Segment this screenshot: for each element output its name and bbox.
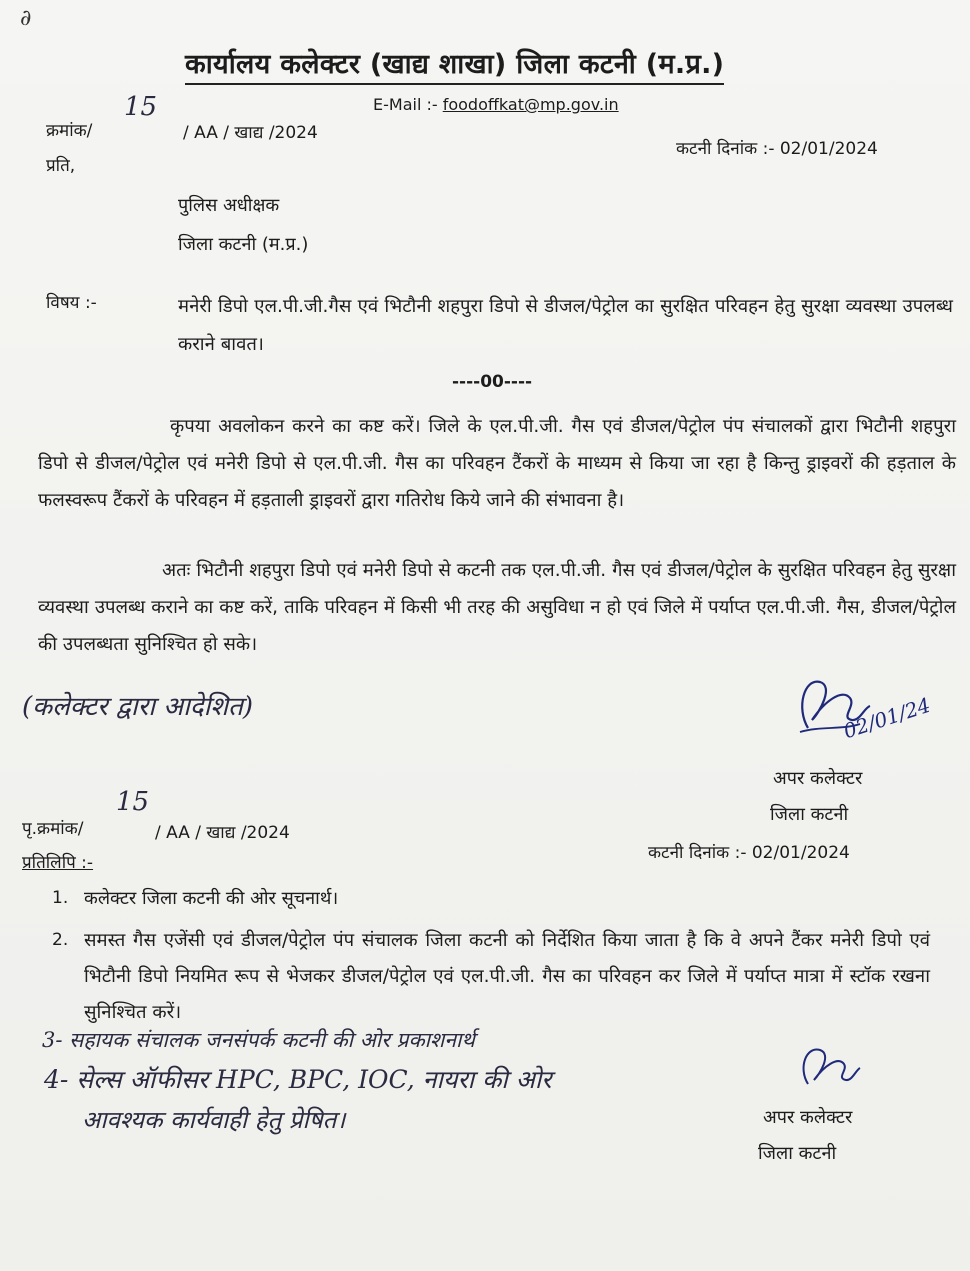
letter-date: कटनी दिनांक :- 02/01/2024 xyxy=(676,139,878,159)
signature-date: 02/01/24 xyxy=(840,692,934,744)
recipient-line-1: पुलिस अधीक्षक xyxy=(178,195,280,216)
email-address: foodoffkat@mp.gov.in xyxy=(442,95,619,114)
copy-kramank-suffix: / AA / खाद्य /2024 xyxy=(155,823,290,843)
handwritten-item-4-line-2: आवश्यक कार्यवाही हेतु प्रेषित। xyxy=(82,1106,346,1134)
copy-item-1-number: 1. xyxy=(52,888,69,908)
signatory-title: अपर कलेक्टर xyxy=(773,768,863,789)
separator: ----00---- xyxy=(452,372,533,392)
email-label: E-Mail :- xyxy=(373,95,443,114)
copy-kramank-label: पृ.क्रमांक/ xyxy=(22,819,84,839)
handwritten-order-note: (कलेक्टर द्वारा आदेशित) xyxy=(22,692,253,722)
handwritten-item-4-line-1: 4- सेल्स ऑफीसर HPC, BPC, IOC, नायरा की ओर xyxy=(44,1065,552,1094)
signature-scribble-2 xyxy=(794,1038,864,1098)
subject-label: विषय :- xyxy=(46,293,97,313)
copy-item-2-text: समस्त गैस एजेंसी एवं डीजल/पेट्रोल पंप संचालक जिला कटनी को निर्देशित किया जाता है कि वे अपने टैंकर मनेरी डिपो एवं भिटौनी डिपो नियमित रूप से भेजकर डीजल/पेट्रोल एवं एल.पी.जी. गैस का परिवहन कर जिले में पर्याप्त मात्रा में स्टॉक रखना सुनिश्चित करें। xyxy=(84,930,930,1023)
copy-kramank-number: 15 xyxy=(116,787,150,817)
office-title: कार्यालय कलेक्टर (खाद्य शाखा) जिला कटनी (म.प्र.) xyxy=(185,44,724,85)
prati-label: प्रति, xyxy=(46,156,76,176)
pratilipi-label: प्रतिलिपि :- xyxy=(22,853,94,873)
corner-mark: ∂ xyxy=(20,6,32,31)
kramank-label: क्रमांक/ xyxy=(46,121,93,141)
subject-text: मनेरी डिपो एल.पी.जी.गैस एवं भिटौनी शहपुरा डिपो से डीजल/पेट्रोल का सुरक्षित परिवहन हेतु सुरक्षा व्यवस्था उपलब्ध कराने बावत। xyxy=(178,296,953,355)
body-paragraph-1: कृपया अवलोकन करने का कष्ट करें। जिले के एल.पी.जी. गैस एवं डीजल/पेट्रोल पंप संचालकों द्वारा भिटौनी शहपुरा डिपो से डीजल/पेट्रोल एवं मनेरी डिपो से एल.पी.जी. गैस का परिवहन टैंकरों के माध्यम से किया जा रहा है किन्तु ड्राइवरों की हड़ताल के फलस्वरूप टैंकरों के परिवहन में हड़ताली ड्राइवरों द्वारा गतिरोध किये जाने की संभावना है। xyxy=(38,416,956,511)
copy-signatory-title: अपर कलेक्टर xyxy=(763,1107,853,1128)
copy-date: कटनी दिनांक :- 02/01/2024 xyxy=(648,843,850,863)
email-line xyxy=(373,95,619,114)
kramank-number: 15 xyxy=(124,92,158,122)
copy-signatory-place: जिला कटनी xyxy=(758,1143,837,1164)
kramank-suffix: / AA / खाद्य /2024 xyxy=(183,123,318,143)
body-paragraph-2: अतः भिटौनी शहपुरा डिपो एवं मनेरी डिपो से कटनी तक एल.पी.जी. गैस एवं डीजल/पेट्रोल के सुरक्षित परिवहन हेतु सुरक्षा व्यवस्था उपलब्ध कराने का कष्ट करें, ताकि परिवहन में किसी भी तरह की असुविधा न हो एवं जिले में पर्याप्त एल.पी.जी. गैस, डीजल/पेट्रोल की उपलब्धता सुनिश्चित हो सके। xyxy=(38,560,956,655)
recipient-line-2: जिला कटनी (म.प्र.) xyxy=(178,234,309,255)
handwritten-item-3: 3- सहायक संचालक जनसंपर्क कटनी की ओर प्रकाशनार्थ xyxy=(42,1028,475,1052)
copy-item-1-text: कलेक्टर जिला कटनी की ओर सूचनार्थ। xyxy=(84,888,339,909)
copy-item-2-number: 2. xyxy=(52,930,69,950)
signatory-place: जिला कटनी xyxy=(770,804,849,825)
